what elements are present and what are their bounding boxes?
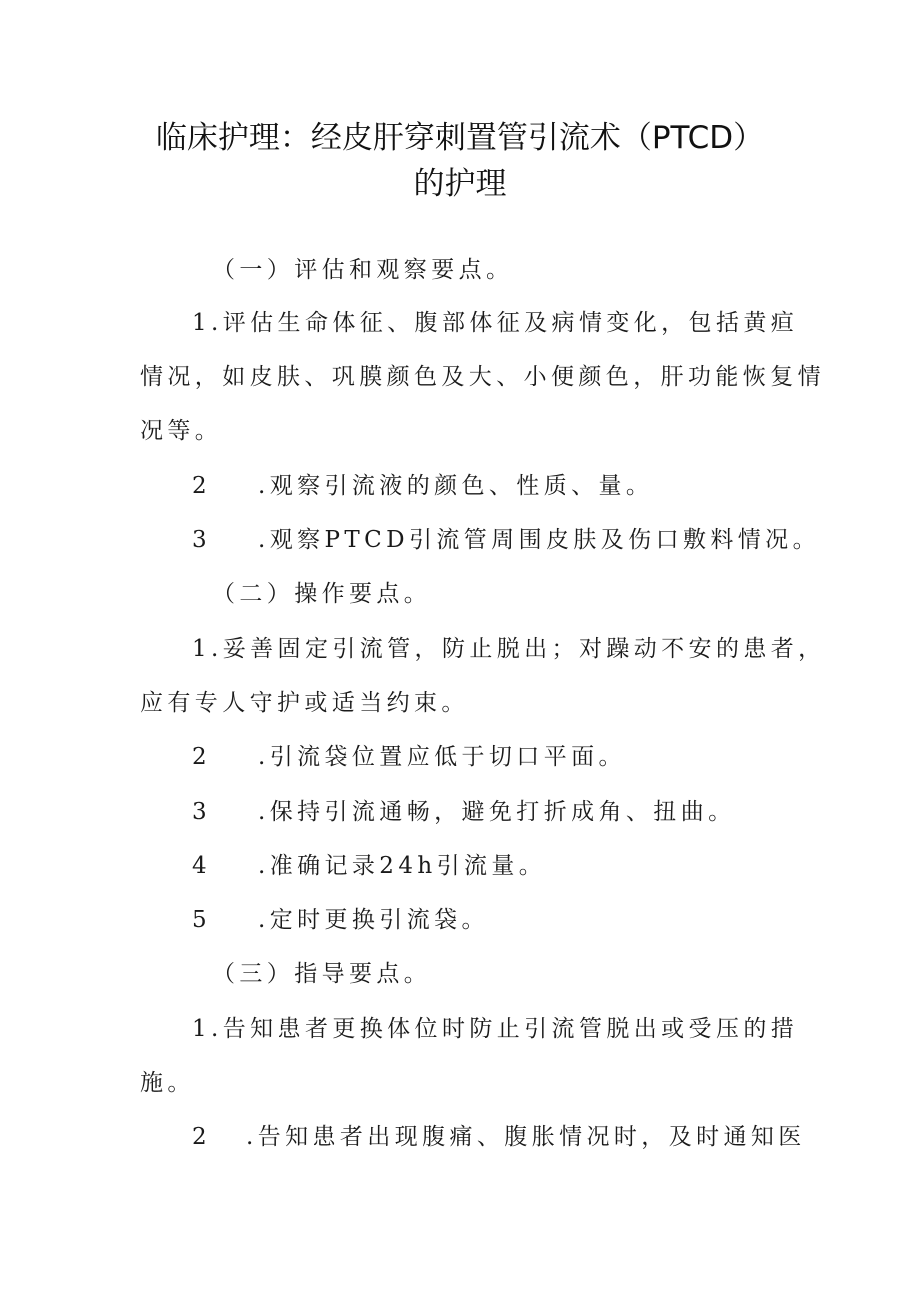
section-1-item-1-line-3: 况等。 (140, 418, 223, 444)
item-text: .保持引流通畅，避免打折成角、扭曲。 (258, 799, 736, 825)
item-number: 3 (192, 799, 212, 825)
item-text: .引流袋位置应低于切口平面。 (258, 744, 626, 770)
item-text: .告知患者更换体位时防止引流管脱出或受压的措 (211, 1016, 799, 1042)
section-1-item-3 (192, 525, 820, 555)
item-number: 2 (192, 473, 212, 499)
item-text: .告知患者出现腹痛、腹胀情况时，及时通知医 (246, 1124, 806, 1150)
item-number: 5 (192, 907, 212, 933)
item-text: .妥善固定引流管，防止脱出；对躁动不安的患者， (211, 636, 826, 662)
item-number: 2 (192, 1124, 212, 1150)
section-1-item-1-line-1 (192, 308, 798, 338)
item-number: 4 (192, 853, 212, 879)
section-1-item-2 (192, 471, 653, 501)
section-2-item-4 (192, 851, 546, 881)
item-text: .准确记录24h引流量。 (258, 853, 547, 879)
item-text: .观察PTCD引流管周围皮肤及伤口敷料情况。 (258, 527, 820, 553)
section-heading-1: （一）评估和观察要点。 (212, 257, 514, 283)
item-text: .观察引流液的颜色、性质、量。 (258, 473, 654, 499)
section-3-item-2 (192, 1122, 806, 1152)
item-number: 3 (192, 527, 212, 553)
section-3-item-1-line-2: 施。 (140, 1070, 195, 1096)
section-2-item-3 (192, 797, 736, 827)
document-title-line-1: 临床护理：经皮肝穿刺置管引流术（PTCD） (155, 120, 765, 156)
section-2-item-2 (192, 742, 626, 772)
section-heading-2: （二）操作要点。 (212, 581, 432, 607)
item-number: 2 (192, 744, 212, 770)
section-2-item-1-line-1 (192, 634, 826, 664)
document-title-line-2: 的护理 (413, 166, 507, 202)
section-2-item-5 (192, 905, 489, 935)
section-2-item-1-line-2: 应有专人守护或适当约束。 (140, 690, 469, 716)
item-number: 1 (192, 636, 212, 662)
section-heading-3: （三）指导要点。 (212, 961, 432, 987)
item-number: 1 (192, 310, 212, 336)
section-3-item-1-line-1 (192, 1014, 798, 1044)
item-number: 1 (192, 1016, 212, 1042)
item-text: .评估生命体征、腹部体征及病情变化，包括黄疸 (211, 310, 799, 336)
section-1-item-1-line-2: 情况，如皮肤、巩膜颜色及大、小便颜色，肝功能恢复情 (140, 364, 825, 390)
item-text: .定时更换引流袋。 (258, 907, 489, 933)
